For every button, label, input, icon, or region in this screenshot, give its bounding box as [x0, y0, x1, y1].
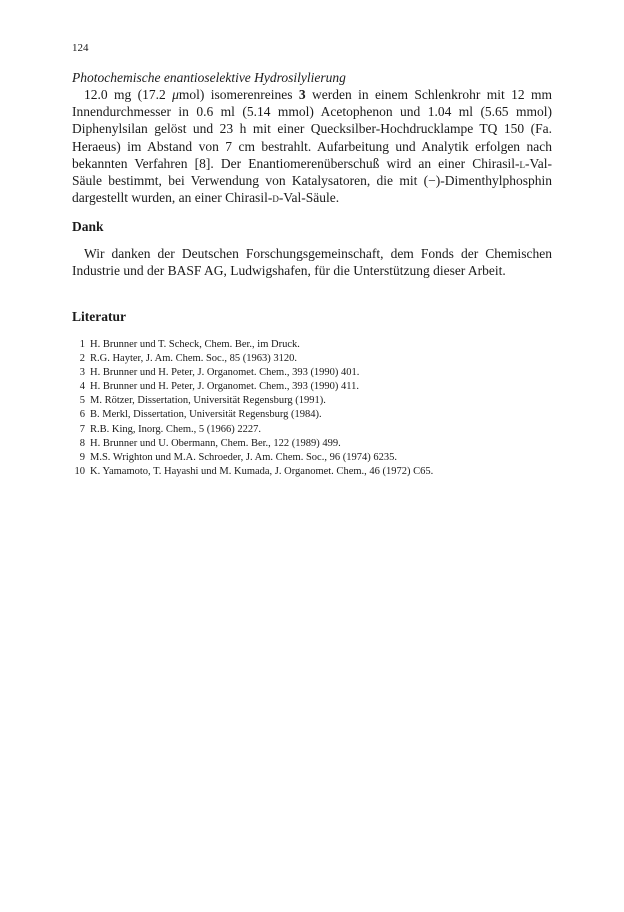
experiment-paragraph — [72, 86, 552, 206]
dank-text: Wir danken der Deutschen Forschungsgemeinschaft, dem Fonds der Chemischen Industrie und der BASF AG, Ludwigshafen, für die Unterstützung dieser Arbeit. — [72, 246, 552, 279]
reference-item — [72, 366, 572, 380]
l-prefix: l — [519, 155, 525, 171]
compound-number: 3 — [298, 87, 306, 102]
reference-text: K. Yamamoto, T. Hayashi und M. Kumada, J. Organomet. Chem., 46 (1972) C65. — [90, 465, 434, 477]
reference-text: H. Brunner und U. Obermann, Chem. Ber., 122 (1989) 499. — [90, 437, 341, 449]
reference-number: 9 — [79, 451, 85, 463]
mu-symbol: μ — [172, 87, 179, 102]
reference-item — [72, 380, 572, 394]
page-number: 124 — [72, 42, 89, 54]
experiment-text-5: -Val-Säule. — [278, 190, 340, 206]
d-prefix: d — [272, 190, 279, 206]
reference-number: 3 — [79, 367, 85, 379]
reference-item — [72, 465, 572, 479]
reference-item — [72, 394, 572, 408]
reference-text: M. Rötzer, Dissertation, Universität Regensburg (1991). — [90, 395, 326, 407]
reference-number: 2 — [79, 353, 85, 365]
reference-number: 4 — [79, 381, 85, 393]
reference-item — [72, 408, 572, 422]
experiment-text-2: mol) isomerenreines — [178, 87, 299, 102]
reference-number: 5 — [79, 395, 85, 407]
reference-list — [72, 338, 572, 479]
reference-number: 8 — [79, 437, 85, 449]
reference-text: H. Brunner und H. Peter, J. Organomet. Chem., 393 (1990) 411. — [90, 381, 360, 393]
reference-number: 10 — [74, 465, 85, 477]
reference-text: H. Brunner und T. Scheck, Chem. Ber., im Druck. — [90, 339, 300, 350]
section-title: Photochemische enantioselektive Hydrosilylierung — [72, 70, 346, 85]
reference-text: M.S. Wrighton und M.A. Schroeder, J. Am. Chem. Soc., 96 (1974) 6235. — [90, 451, 397, 463]
reference-item — [72, 423, 572, 437]
reference-item — [72, 437, 572, 451]
reference-text: B. Merkl, Dissertation, Universität Regensburg (1984). — [90, 409, 322, 421]
reference-number: 7 — [79, 423, 85, 435]
reference-item — [72, 451, 572, 465]
experiment-text-1: 12.0 mg (17.2 — [84, 87, 173, 102]
reference-item — [72, 338, 572, 352]
literatur-heading: Literatur — [72, 309, 126, 324]
experiment-text-3: werden in einem Schlenkrohr mit 12 mm Innendurchmesser in 0.6 ml (5.14 mmol) Acetophenon und 1.04 ml (5.65 mmol) Diphenylsilan gelöst und 23 h mit einer Quecksilber-Hochdrucklampe TQ 150 (Fa. Heraeus) im Abstand von 7 cm bestrahlt. Aufarbeitung und Analytik erfolgen nach bekannten Verfahren [8]. Der Enantiomerenüberschuß wird an einer Chirasil- — [72, 87, 553, 171]
experiment-text-4: -Val-Säule bestimmt, bei Verwendung von Katalysatoren, die mit (−)-Dimenthylphosphin dargestellt wurden, an einer Chirasil- — [72, 155, 552, 206]
reference-number: 6 — [79, 409, 85, 421]
reference-text: R.G. Hayter, J. Am. Chem. Soc., 85 (1963) 3120. — [90, 353, 297, 365]
dank-paragraph — [72, 245, 552, 279]
reference-text: H. Brunner und H. Peter, J. Organomet. Chem., 393 (1990) 401. — [90, 367, 360, 379]
dank-heading: Dank — [72, 219, 104, 234]
reference-number: 1 — [79, 339, 85, 350]
reference-item — [72, 352, 572, 366]
reference-text: R.B. King, Inorg. Chem., 5 (1966) 2227. — [90, 423, 262, 435]
